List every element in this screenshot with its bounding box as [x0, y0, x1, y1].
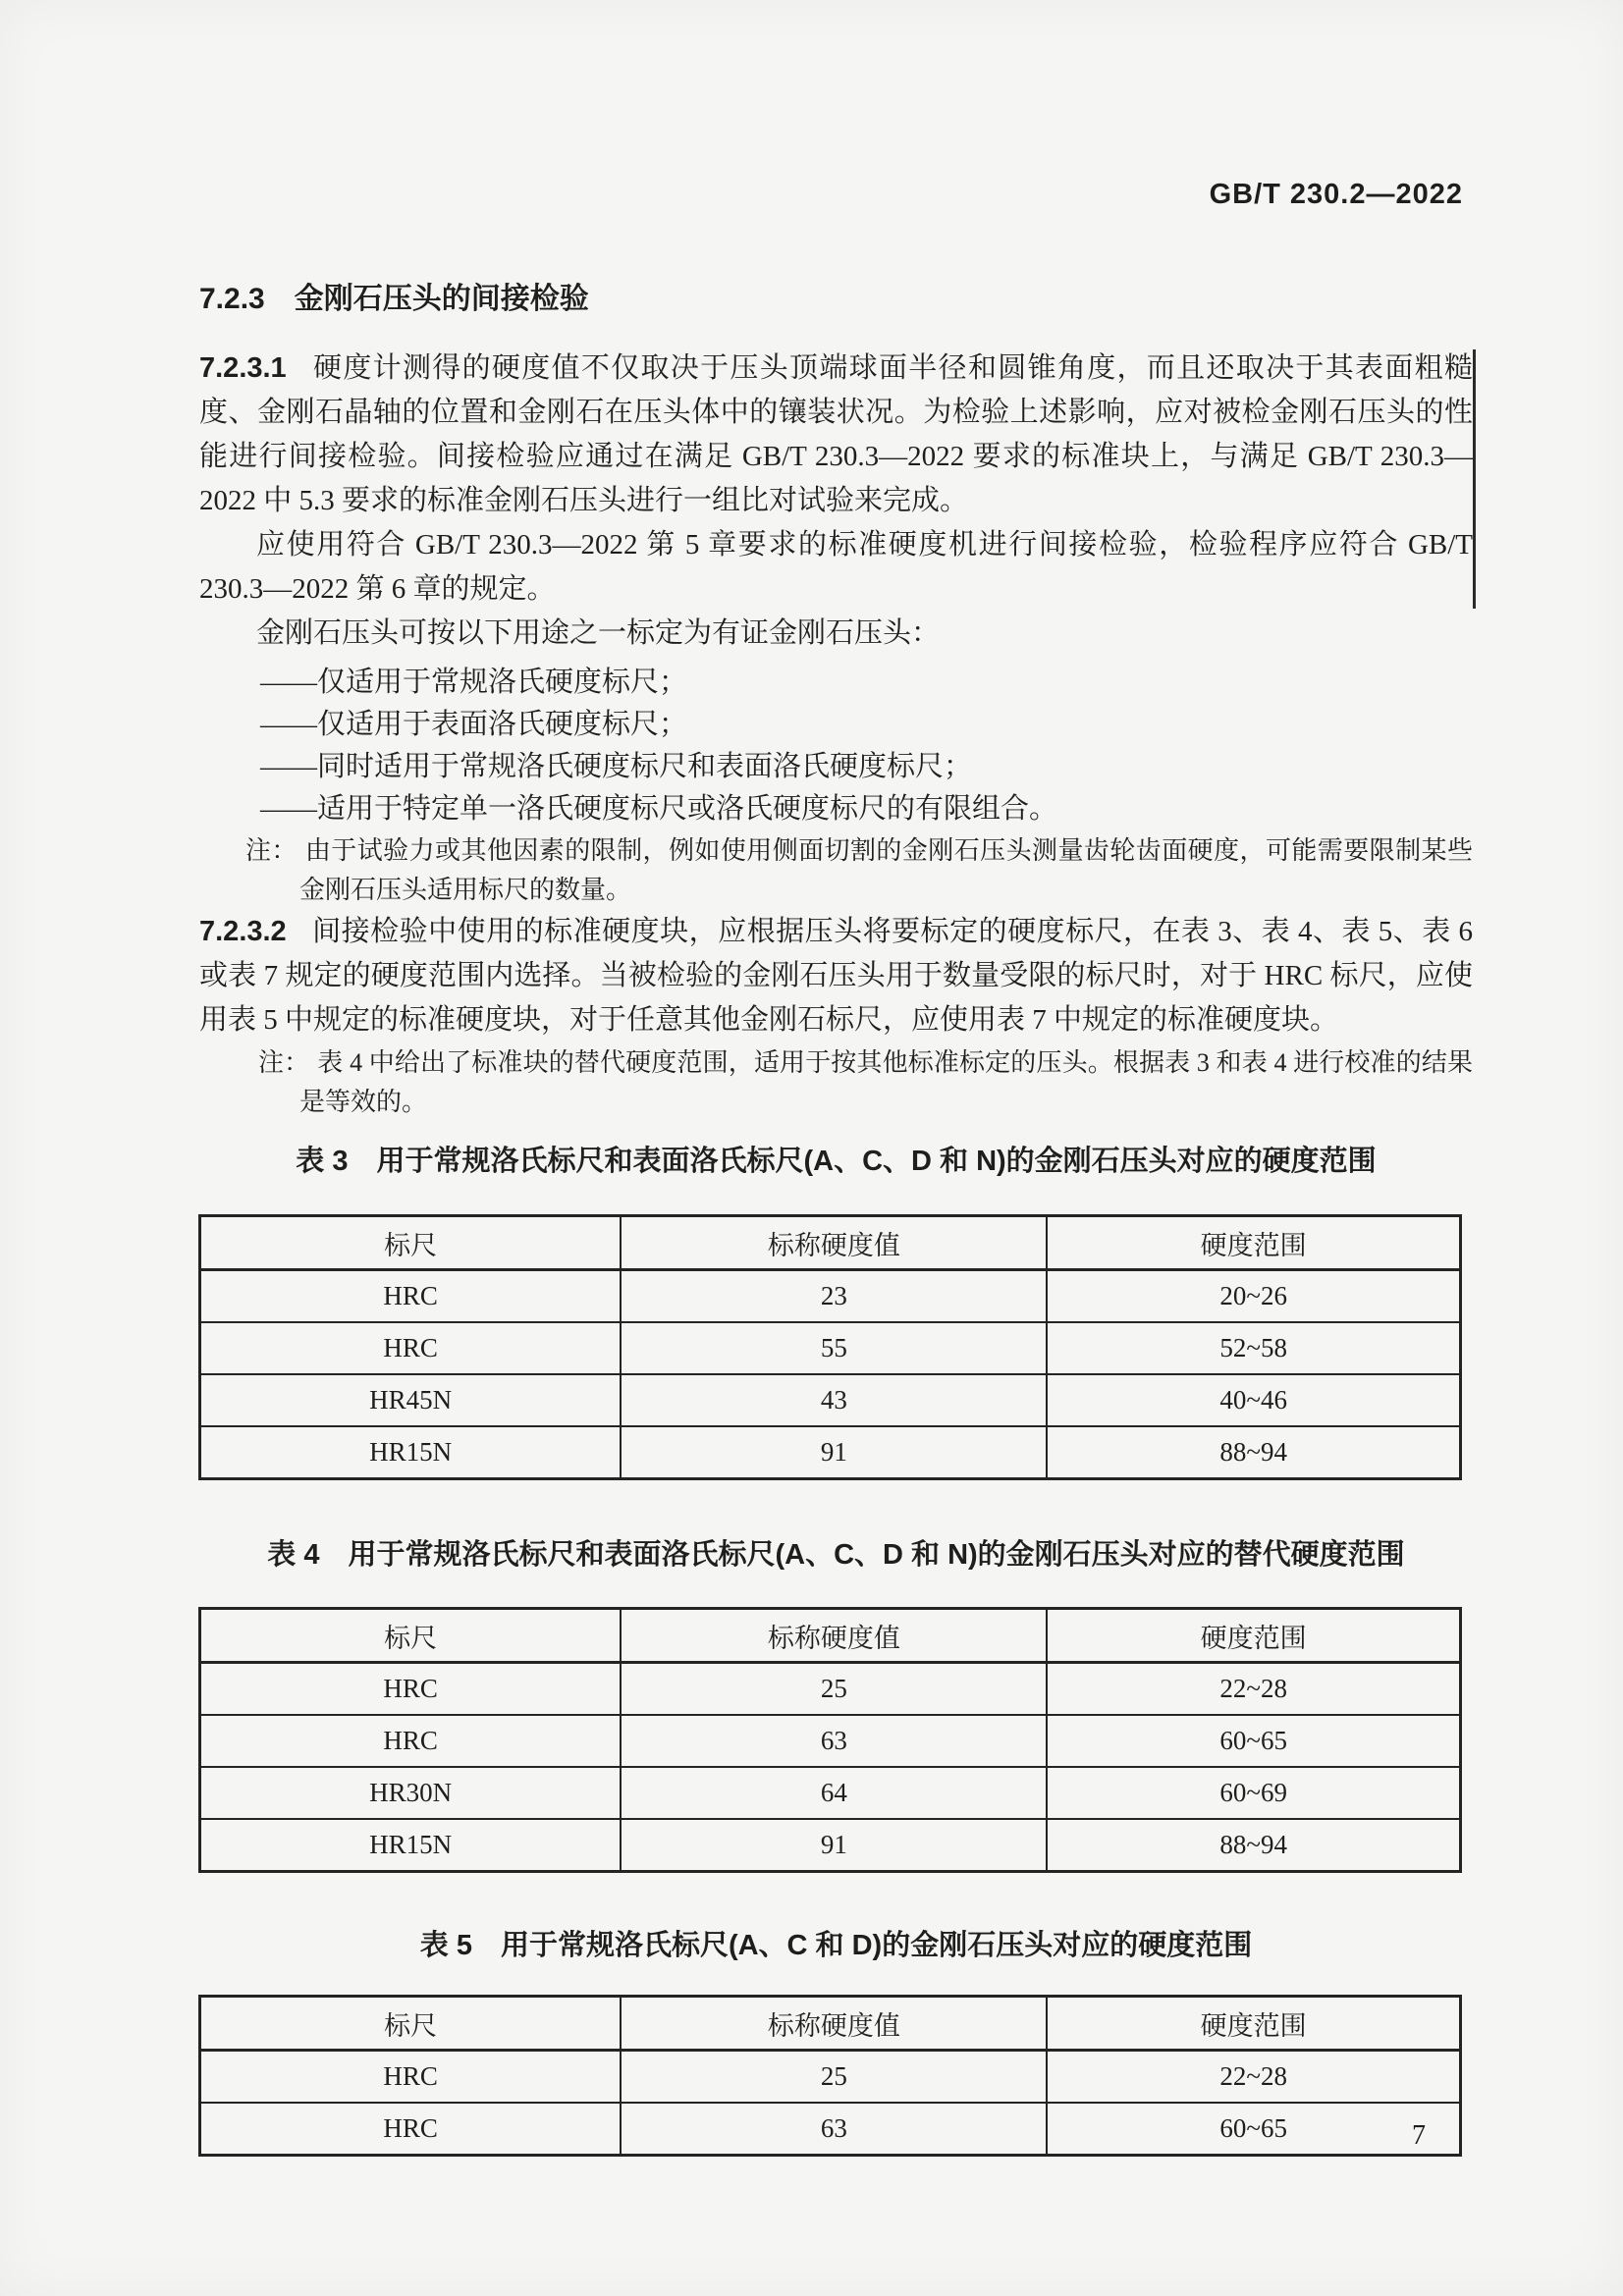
section-number: 7.2.3	[199, 283, 265, 315]
clause-7231-text: 硬度计测得的硬度值不仅取决于压头顶端球面半径和圆锥角度，而且还取决于其表面粗糙度、金刚石晶轴的位置和金刚石在压头体中的镶装状况。为检验上述影响，应对被检金刚石压头的性能进行间接检验。间接检验应通过在满足 GB/T 230.3—2022 要求的标准块上，与满足 GB/T 230.3—2022 中 5.3 要求的标准金刚石压头进行一组比对试验来完成。	[199, 352, 1473, 516]
page-number: 7	[1412, 2120, 1426, 2151]
table3-caption: 表 3 用于常规洛氏标尺和表面洛氏标尺(A、C、D 和 N)的金刚石压头对应的硬度范围	[296, 1146, 1377, 1177]
revision-change-bar	[1473, 349, 1476, 609]
table-cell: HR15N	[200, 1819, 622, 1872]
clause-7232-text: 间接检验中使用的标准硬度块，应根据压头将要标定的硬度标尺，在表 3、表 4、表 5、表 6 或表 7 规定的硬度范围内选择。当被检验的金刚石压头用于数量受限的标尺时，对于 HRC 标尺，应使用表 5 中规定的标准硬度块，对于任意其他金刚石标尺，应使用表 7 中规定的标准硬度块。	[199, 916, 1473, 1036]
table-row	[200, 1374, 1461, 1426]
table-cell: 91	[621, 1426, 1047, 1479]
table5-header-range: 硬度范围	[1047, 1997, 1460, 2051]
table5-header-nominal: 标称硬度值	[621, 1997, 1047, 2051]
table4	[198, 1607, 1462, 1873]
table5	[198, 1995, 1462, 2157]
usage-list-item-3: ——同时适用于常规洛氏硬度标尺和表面洛氏硬度标尺；	[260, 751, 973, 782]
table-row	[200, 2051, 1461, 2104]
table-row	[200, 2103, 1461, 2156]
table-cell: HRC	[200, 1270, 622, 1323]
table-cell: 23	[621, 1270, 1047, 1323]
table-cell: 22~28	[1047, 1663, 1460, 1716]
table5-header-row	[200, 1997, 1461, 2051]
table4-header-range: 硬度范围	[1047, 1609, 1460, 1663]
table-cell: 60~69	[1047, 1767, 1460, 1819]
usage-list-item-2: ——仅适用于表面洛氏硬度标尺；	[260, 709, 688, 740]
table-cell: 63	[621, 2103, 1047, 2156]
table-cell: 88~94	[1047, 1819, 1460, 1872]
table-cell: 91	[621, 1819, 1047, 1872]
table3-header-nominal: 标称硬度值	[621, 1216, 1047, 1270]
page-content	[199, 278, 1473, 2157]
table-cell: HRC	[200, 2051, 622, 2104]
note-1-label: 注：	[245, 835, 298, 865]
table-cell: HRC	[200, 1663, 622, 1716]
table-cell: 60~65	[1047, 1715, 1460, 1767]
table-cell: HRC	[200, 1715, 622, 1767]
table-row	[200, 1270, 1461, 1323]
table-cell: 25	[621, 2051, 1047, 2104]
table-row	[200, 1715, 1461, 1767]
table-cell: 20~26	[1047, 1270, 1460, 1323]
clause-7232-label: 7.2.3.2	[199, 916, 287, 947]
note-2-text: 表 4 中给出了标准块的替代硬度范围，适用于按其他标准标定的压头。根据表 3 和表 4 进行校准的结果是等效的。	[299, 1048, 1473, 1116]
table-cell: 88~94	[1047, 1426, 1460, 1479]
table-cell: 22~28	[1047, 2051, 1460, 2104]
clause-7231-para2: 应使用符合 GB/T 230.3—2022 第 5 章要求的标准硬度机进行间接检验，检验程序应符合 GB/T 230.3—2022 第 6 章的规定。	[199, 529, 1473, 605]
table3-header-row	[200, 1216, 1461, 1270]
table-cell: 43	[621, 1374, 1047, 1426]
usage-list	[199, 662, 1473, 830]
table-cell: 25	[621, 1663, 1047, 1716]
table4-header-nominal: 标称硬度值	[621, 1609, 1047, 1663]
table-cell: 55	[621, 1322, 1047, 1374]
table-cell: 52~58	[1047, 1322, 1460, 1374]
note-2-label: 注：	[258, 1047, 310, 1077]
note-2	[258, 1042, 1473, 1122]
note-1-text: 由于试验力或其他因素的限制，例如使用侧面切割的金刚石压头测量齿轮齿面硬度，可能需要限制某些金刚石压头适用标尺的数量。	[299, 836, 1473, 904]
table-cell: HR30N	[200, 1767, 622, 1819]
table-row	[200, 1663, 1461, 1716]
table-cell: HRC	[200, 2103, 622, 2156]
clause-7231-label: 7.2.3.1	[199, 352, 287, 384]
table-row	[200, 1819, 1461, 1872]
usage-list-item-4: ——适用于特定单一洛氏硬度标尺或洛氏硬度标尺的有限组合。	[260, 793, 1058, 825]
clause-7231-paragraph	[199, 347, 1473, 523]
table-cell: HR45N	[200, 1374, 622, 1426]
table-row	[200, 1426, 1461, 1479]
clause-7231-para3: 金刚石压头可按以下用途之一标定为有证金刚石压头：	[256, 617, 941, 649]
table-cell: HR15N	[200, 1426, 622, 1479]
table-cell: 60~65	[1047, 2103, 1460, 2156]
table4-header-scale: 标尺	[200, 1609, 622, 1663]
table-cell: HRC	[200, 1322, 622, 1374]
table5-header-scale: 标尺	[200, 1997, 622, 2051]
table3-header-range: 硬度范围	[1047, 1216, 1460, 1270]
table4-caption: 表 4 用于常规洛氏标尺和表面洛氏标尺(A、C、D 和 N)的金刚石压头对应的替代硬度范围	[267, 1539, 1405, 1571]
note-1	[245, 830, 1473, 910]
table5-caption: 表 5 用于常规洛氏标尺(A、C 和 D)的金刚石压头对应的硬度范围	[419, 1930, 1253, 1961]
table-cell: 63	[621, 1715, 1047, 1767]
table3-header-scale: 标尺	[200, 1216, 622, 1270]
usage-list-item-1: ——仅适用于常规洛氏硬度标尺；	[260, 667, 688, 698]
table-row	[200, 1767, 1461, 1819]
table-cell: 64	[621, 1767, 1047, 1819]
section-title: 金刚石压头的间接检验	[294, 283, 589, 315]
table4-header-row	[200, 1609, 1461, 1663]
table-row	[200, 1322, 1461, 1374]
clause-7232-paragraph	[199, 910, 1473, 1042]
table-cell: 40~46	[1047, 1374, 1460, 1426]
table3	[198, 1214, 1462, 1480]
section-heading	[199, 278, 1473, 321]
standard-number: GB/T 230.2—2022	[1209, 179, 1463, 210]
